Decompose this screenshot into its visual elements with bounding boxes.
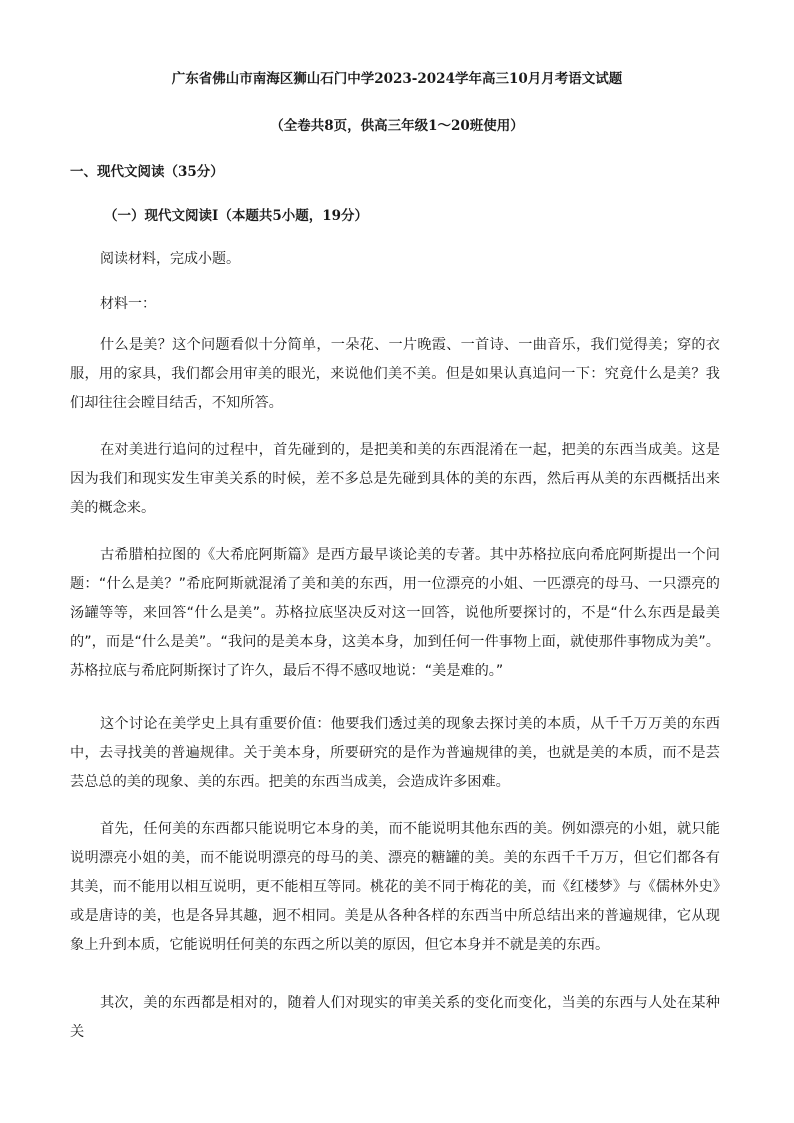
paragraph: 这个讨论在美学史上具有重要价值：他要我们透过美的现象去探讨美的本质，从千千万万美的东西中，去寻找美的普遍规律。关于美本身，所要研究的是作为普遍规律的美，也就是美的本质，而不是芸芸总总的美的现象、美的东西。把美的东西当成美，会造成许多困难。 <box>70 716 720 790</box>
paragraph: 什么是美？这个问题看似十分简单，一朵花、一片晚霞、一首诗、一曲音乐，我们觉得美；穿的衣服，用的家具，我们都会用审美的眼光，来说他们美不美。但是如果认真追问一下：究竟什么是美？我们却往往会瞠目结舌，不知所答。 <box>70 337 720 411</box>
section-heading: 一、现代文阅读（35分） <box>70 164 224 180</box>
paragraph: 古希腊柏拉图的《大希庇阿斯篇》是西方最早谈论美的专著。其中苏格拉底向希庇阿斯提出一个问题：“什么是美？”希庇阿斯就混淆了美和美的东西，用一位漂亮的小姐、一匹漂亮的母马、一只漂亮的汤罐等等，来回答“什么是美”。苏格拉底坚决反对这一回答，说他所要探讨的，不是“什么东西是最美的”，而是“什么是美”。“我问的是美本身，这美本身，加到任何一件事物上面，就使那件事物成为美”。苏格拉底与希庇阿斯探讨了许久，最后不得不感叹地说：“美是难的。” <box>70 547 720 679</box>
document-title: 广东省佛山市南海区狮山石门中学2023-2024学年高三10月月考语文试题 <box>171 71 623 87</box>
paragraph: 其次，美的东西都是相对的，随着人们对现实的审美关系的变化而变化，当美的东西与人处在某种关 <box>70 995 720 1040</box>
paragraph: 在对美进行追问的过程中，首先碰到的，是把美和美的东西混淆在一起，把美的东西当成美。这是因为我们和现实发生审美关系的时候，差不多总是先碰到具体的美的东西，然后再从美的东西概括出来美的概念来。 <box>70 442 720 516</box>
section-subheading: （一）现代文阅读Ⅰ（本题共5小题，19分） <box>104 208 368 224</box>
document-subtitle: （全卷共8页，供高三年级1～20班使用） <box>270 118 524 134</box>
paragraph: 首先，任何美的东西都只能说明它本身的美，而不能说明其他东西的美。例如漂亮的小姐，就只能说明漂亮小姐的美，而不能说明漂亮的母马的美、漂亮的糖罐的美。美的东西千千万万，但它们都各有其美，而不能用以相互说明，更不能相互等同。桃花的美不同于梅花的美，而《红楼梦》与《儒林外史》或是唐诗的美，也是各异其趣，迥不相同。美是从各种各样的东西当中所总结出来的普遍规律，它从现象上升到本质，它能说明任何美的东西之所以美的原因，但它本身并不就是美的东西。 <box>70 821 720 953</box>
material-label: 材料一： <box>100 296 156 312</box>
instruction-text: 阅读材料，完成小题。 <box>100 251 240 267</box>
